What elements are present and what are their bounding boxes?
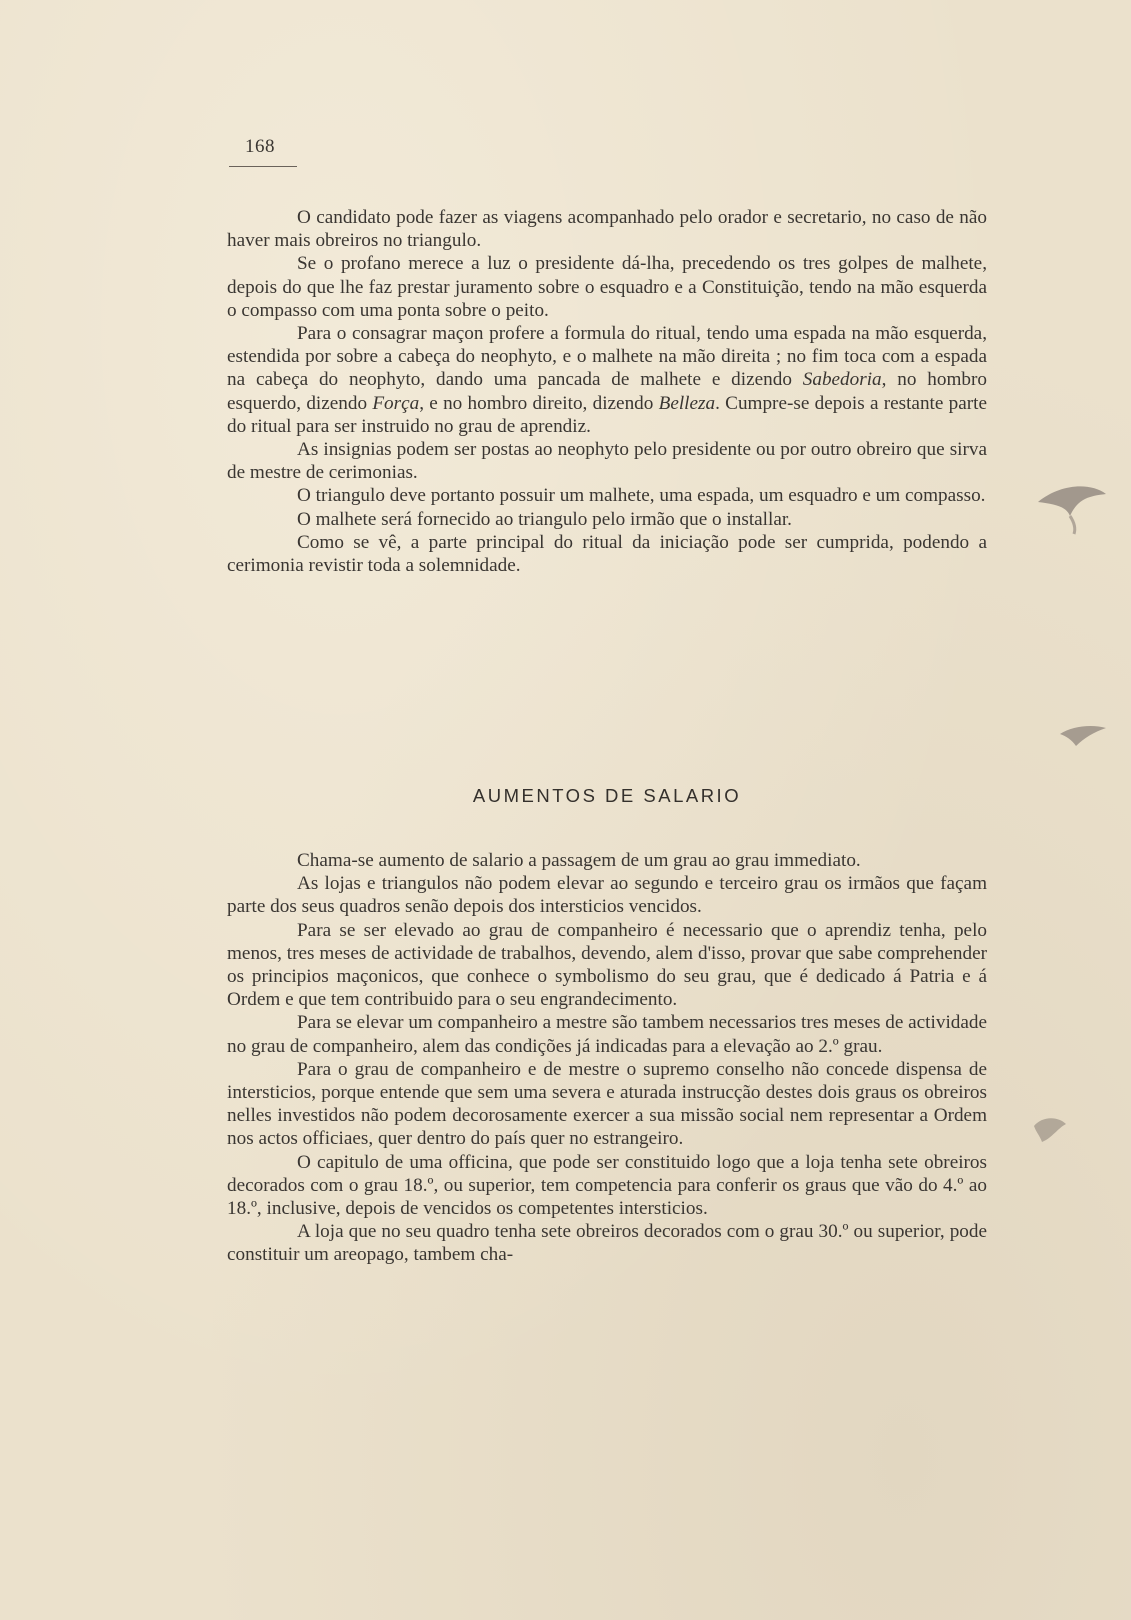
page-number: 168	[245, 136, 275, 157]
text-run: . Cumpre-se depois a restante parte do ritual para ser instruido no grau de aprendiz.	[227, 392, 987, 437]
paragraph: O candidato pode fazer as viagens acompanhado pelo orador e secretario, no caso de não haver mais obreiros no triangulo.	[227, 207, 987, 252]
paragraph: Chama-se aumento de salario a passagem de um grau ao grau immediato.	[297, 850, 861, 871]
ink-stain-mark	[1028, 1112, 1070, 1146]
paragraph: As lojas e triangulos não podem elevar ao segundo e terceiro grau os irmãos que façam parte dos seus quadros senão depois dos intersticios vencidos.	[227, 873, 987, 918]
paragraph: O triangulo deve portanto possuir um malhete, uma espada, um esquadro e um compasso.	[297, 485, 986, 507]
paragraph: O capitulo de uma officina, que pode ser constituido logo que a loja tenha sete obreiros decorados com o grau 18.º, ou superior, tem competencia para conferir os graus que vão do 4.º ao 18.º, inclusive, depois de vencidos os competentes intersticios.	[227, 1151, 987, 1220]
page-number-rule	[229, 166, 297, 167]
paragraph: O malhete será fornecido ao triangulo pelo irmão que o installar.	[297, 508, 792, 530]
paragraph: A loja que no seu quadro tenha sete obreiros decorados com o grau 30.º ou superior, pode constituir um areopago, tambem cha-	[227, 1221, 987, 1266]
text-run: , e no hombro direito, dizendo	[419, 392, 659, 414]
paragraph: Para se elevar um companheiro a mestre são tambem necessarios tres meses de actividade no grau de companheiro, alem das condições já indicadas para a elevação ao 2.º grau.	[227, 1012, 987, 1057]
italic-word: Belleza	[658, 392, 716, 414]
paragraph	[227, 322, 987, 438]
paragraph: Como se vê, a parte principal do ritual da iniciação pode ser cumprida, podendo a cerimonia revistir toda a solemnidade.	[227, 531, 987, 577]
body-section-one	[227, 206, 987, 577]
ink-stain-mark	[1058, 722, 1108, 748]
text-run: Para o consagrar maçon profere a formula do ritual, tendo uma espada na mão esquerda, estendida por sobre a cabeça do neophyto, e o malhete na mão direita ; no fim toca com a espada na cabeça do neophyto, dando uma pancada de malhete e dizendo	[227, 323, 987, 391]
italic-word: Força	[372, 392, 420, 414]
section-heading: AUMENTOS DE SALARIO	[472, 785, 742, 806]
paragraph: Para se ser elevado ao grau de companheiro é necessario que o aprendiz tenha, pelo menos, tres meses de actividade de trabalhos, devendo, alem d'isso, provar que sabe comprehender os principios maçonicos, que conhece o symbolismo do seu grau, que é dedicado á Patria e á Ordem e que tem contribuido para o seu engrandecimento.	[227, 919, 987, 1011]
paragraph: As insignias podem ser postas ao neophyto pelo presidente ou por outro obreiro que sirva de mestre de cerimonias.	[227, 439, 987, 484]
text-run: , no hombro esquerdo, dizendo	[227, 369, 987, 414]
paragraph: Para o grau de companheiro e de mestre o supremo conselho não concede dispensa de intersticios, porque entende que sem uma severa e aturada instrucção destes dois graus os obreiros nelles investidos não podem decorosamente exercer a sua missão social nem representar a Ordem nos actos officiaes, quer dentro do país quer no estrangeiro.	[227, 1058, 987, 1150]
body-section-two	[227, 849, 987, 1267]
paragraph: Se o profano merece a luz o presidente dá-lha, precedendo os tres golpes de malhete, depois do que lhe faz prestar juramento sobre o esquadro e a Constituição, tendo na mão esquerda o compasso com uma ponta sobre o peito.	[227, 253, 987, 321]
ink-stain-mark	[1030, 476, 1110, 536]
italic-word: Sabedoria	[802, 369, 882, 391]
